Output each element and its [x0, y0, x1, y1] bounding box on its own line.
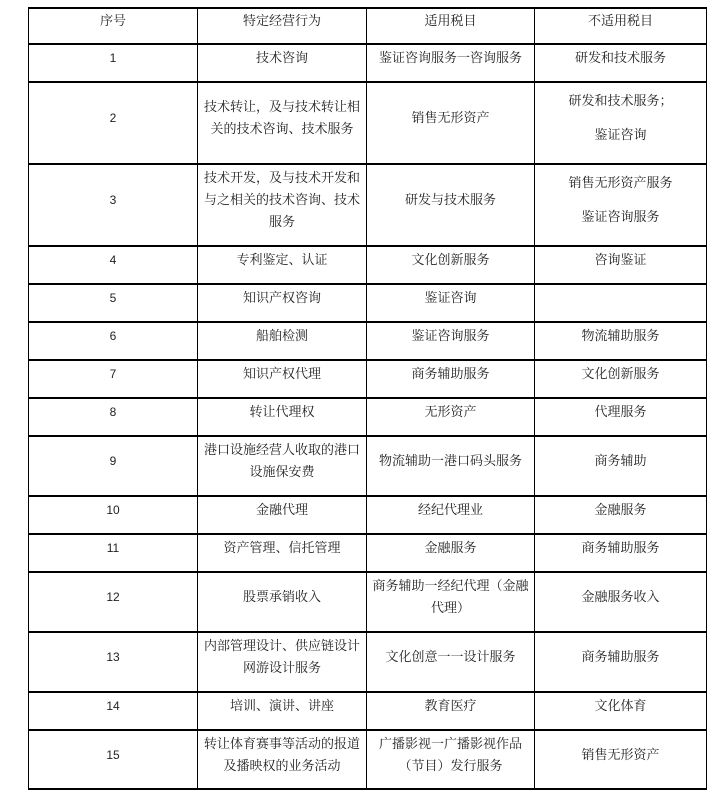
table-row — [29, 360, 707, 398]
table-row — [29, 692, 707, 730]
behavior-cell: 知识产权咨询 — [198, 284, 367, 322]
row-number: 5 — [29, 284, 198, 322]
applicable-cell: 金融服务 — [367, 534, 535, 572]
not-applicable-cell — [535, 82, 707, 164]
header-row — [29, 8, 707, 44]
table-row — [29, 284, 707, 322]
row-number: 4 — [29, 246, 198, 284]
behavior-cell: 港口设施经营人收取的港口设施保安费 — [198, 436, 367, 496]
behavior-cell: 船舶检测 — [198, 322, 367, 360]
behavior-cell: 技术转让，及与技术转让相关的技术咨询、技术服务 — [198, 82, 367, 164]
applicable-cell: 销售无形资产 — [367, 82, 535, 164]
applicable-cell: 商务辅助服务 — [367, 360, 535, 398]
behavior-cell: 技术咨询 — [198, 44, 367, 82]
table-row — [29, 398, 707, 436]
not-applicable-cell — [535, 534, 707, 572]
not-applicable-cell — [535, 322, 707, 360]
row-number: 6 — [29, 322, 198, 360]
applicable-cell: 鉴证咨询 — [367, 284, 535, 322]
applicable-cell: 文化创意一一设计服务 — [367, 632, 535, 692]
not-applicable-item: 销售无形资产 — [581, 746, 660, 762]
not-applicable-cell — [535, 44, 707, 82]
table-row — [29, 436, 707, 496]
row-number: 12 — [29, 572, 198, 632]
table-row — [29, 44, 707, 82]
not-applicable-item: 文化创新服务 — [581, 366, 660, 381]
applicable-cell: 文化创新服务 — [367, 246, 535, 284]
row-number: 7 — [29, 360, 198, 398]
not-applicable-item: 鉴证咨询 — [594, 127, 647, 142]
row-number: 8 — [29, 398, 198, 436]
not-applicable-cell — [535, 436, 707, 496]
row-number: 9 — [29, 436, 198, 496]
not-applicable-item: 鉴证咨询服务 — [581, 209, 660, 224]
applicable-cell: 研发与技术服务 — [367, 164, 535, 246]
applicable-cell: 无形资产 — [367, 398, 535, 436]
row-number: 14 — [29, 692, 198, 730]
row-number: 13 — [29, 632, 198, 692]
behavior-cell: 资产管理、信托管理 — [198, 534, 367, 572]
table-row — [29, 496, 707, 534]
not-applicable-item: 物流辅助服务 — [581, 328, 660, 343]
row-number: 2 — [29, 82, 198, 164]
applicable-cell: 教育医疗 — [367, 692, 535, 730]
tax-category-table — [28, 7, 707, 790]
not-applicable-cell — [535, 284, 707, 322]
behavior-cell: 培训、演讲、讲座 — [198, 692, 367, 730]
header-behavior: 特定经营行为 — [198, 8, 367, 44]
not-applicable-cell — [535, 164, 707, 246]
applicable-cell: 鉴证咨询服务一咨询服务 — [367, 44, 535, 82]
behavior-cell: 转让代理权 — [198, 398, 367, 436]
table-row — [29, 572, 707, 632]
table-row — [29, 322, 707, 360]
not-applicable-item: 商务辅助服务 — [581, 649, 660, 664]
not-applicable-item: 文化体育 — [594, 698, 647, 713]
not-applicable-cell — [535, 398, 707, 436]
row-number: 1 — [29, 44, 198, 82]
behavior-cell: 股票承销收入 — [198, 572, 367, 632]
applicable-cell: 经纪代理业 — [367, 496, 535, 534]
not-applicable-cell — [535, 246, 707, 284]
applicable-cell: 鉴证咨询服务 — [367, 322, 535, 360]
behavior-cell: 转让体育赛事等活动的报道及播映权的业务活动 — [198, 730, 367, 789]
not-applicable-item: 销售无形资产服务 — [568, 175, 673, 190]
header-applicable: 适用税目 — [367, 8, 535, 44]
behavior-cell: 技术开发，及与技术开发和与之相关的技术咨询、技术服务 — [198, 164, 367, 246]
not-applicable-cell — [535, 692, 707, 730]
table-row — [29, 534, 707, 572]
row-number: 15 — [29, 730, 198, 789]
not-applicable-item: 代理服务 — [594, 404, 647, 419]
row-number: 10 — [29, 496, 198, 534]
header-no: 序号 — [29, 8, 198, 44]
row-number: 11 — [29, 534, 198, 572]
row-number: 3 — [29, 164, 198, 246]
applicable-cell: 物流辅助一港口码头服务 — [367, 436, 535, 496]
not-applicable-cell — [535, 496, 707, 534]
applicable-cell: 商务辅助一经纪代理（金融代理） — [367, 572, 535, 632]
not-applicable-item: 咨询鉴证 — [594, 252, 647, 267]
not-applicable-cell — [535, 632, 707, 692]
not-applicable-item: 研发和技术服务 — [574, 50, 666, 65]
not-applicable-cell — [535, 572, 707, 632]
behavior-cell: 金融代理 — [198, 496, 367, 534]
behavior-cell: 内部管理设计、供应链设计网游设计服务 — [198, 632, 367, 692]
table-row — [29, 82, 707, 164]
not-applicable-item: 研发和技术服务； — [568, 93, 673, 108]
header-not-applicable: 不适用税目 — [535, 8, 707, 44]
table-row — [29, 246, 707, 284]
not-applicable-cell — [535, 730, 707, 789]
behavior-cell: 知识产权代理 — [198, 360, 367, 398]
not-applicable-item: 金融服务 — [594, 502, 647, 517]
table-row — [29, 730, 707, 789]
table-row — [29, 632, 707, 692]
not-applicable-item: 商务辅助服务 — [581, 540, 660, 555]
not-applicable-item: 商务辅助 — [594, 453, 647, 468]
not-applicable-item: 金融服务收入 — [581, 589, 660, 604]
applicable-cell: 广播影视一广播影视作品（节目）发行服务 — [367, 730, 535, 789]
not-applicable-cell — [535, 360, 707, 398]
behavior-cell: 专利鉴定、认证 — [198, 246, 367, 284]
table-row — [29, 164, 707, 246]
